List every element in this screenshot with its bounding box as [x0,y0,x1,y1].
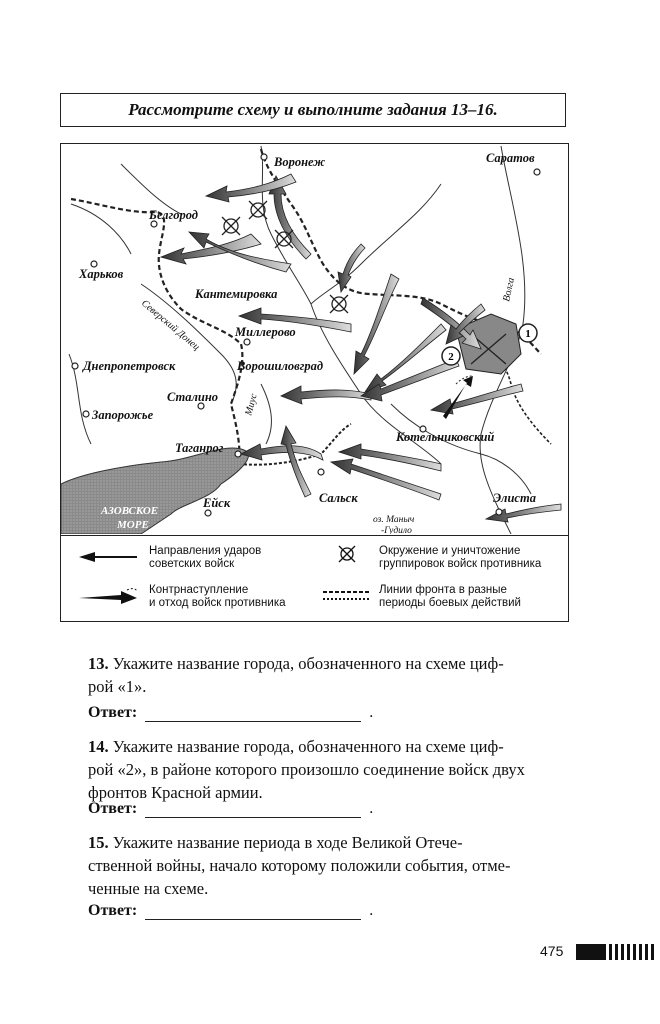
city-dnepropetrovsk: Днепропетровск [83,359,176,373]
question-15 [88,831,568,900]
sea-label-line2: МОРЕ [117,519,149,531]
city-kharkov: Харьков [79,267,124,281]
city-stalino: Сталино [167,390,219,404]
marker-2 [442,347,460,365]
city-voroshilovgrad: Ворошиловград [237,359,324,373]
city-voronezh: Воронеж [274,155,326,169]
page-number: 475 [540,943,564,959]
question-14-line3: фронтов Красной армии. [88,783,263,802]
map-legend [60,536,569,622]
city-kantemirovka: Кантемировка [195,287,278,301]
front-lines-icon [323,588,369,604]
sea-label-line1: АЗОВСКОЕ [101,505,159,517]
legend-front-lines: Линии фронта в разные периоды боевых действий [379,584,521,609]
counteroffensive-icon [77,586,139,606]
city-elista: Элиста [493,491,536,505]
question-13-line2: рой «1». [88,677,147,696]
answer-15: Ответ: . [88,902,374,919]
answer-14: Ответ: . [88,800,374,817]
city-kotelnikovsky: Котельниковский [396,430,495,444]
question-14-number: 14. [88,737,109,756]
city-salsk: Сальск [319,491,358,505]
page-edge-bar [576,944,658,960]
question-14-line1: Укажите название города, обозначенного на схеме циф- [112,737,504,756]
city-belgorod: Белгород [149,208,198,222]
task-header [60,93,566,127]
answer-14-label: Ответ: [88,800,138,817]
legend-encirclement: Окружение и уничтожение группировок войск противника [379,545,542,570]
task-header-title: Рассмотрите схему и выполните задания 13–16. [128,100,498,119]
legend-arrow-icon [77,550,139,564]
question-15-line3: ченные на схеме. [88,879,209,898]
river-seversky-donets: Северский Донец [139,297,202,353]
legend-soviet-strikes: Направления ударов советских войск [149,545,262,570]
enemy-counteroffensive-arrow [443,376,473,419]
answer-15-field[interactable] [145,905,361,920]
city-taganrog: Таганрог [175,441,224,455]
river-volga: Волга [501,276,517,303]
marker-1-label: 1 [525,328,531,340]
city-saratov: Саратов [486,151,535,165]
encirclement-icon [337,544,357,564]
question-13 [88,652,568,698]
azov-sea [61,448,248,534]
question-15-line1: Укажите название периода в ходе Великой Отече- [112,833,463,852]
question-14-line2: рой «2», в районе которого произошло соединение войск двух [88,760,525,779]
city-millerovo: Миллерово [235,325,296,339]
city-eysk: Ейск [203,496,231,510]
river-mius: Миус [243,392,260,417]
historical-map [60,143,569,536]
map-svg [61,144,567,534]
lake-label-line2: -Гудило [381,526,412,534]
answer-14-field[interactable] [145,803,361,818]
marker-2-label: 2 [448,351,454,363]
question-14 [88,735,568,804]
answer-13-label: Ответ: [88,704,138,721]
marker-1 [519,324,537,342]
answer-13: Ответ: . [88,704,374,721]
answer-13-field[interactable] [145,707,361,722]
answer-15-label: Ответ: [88,902,138,919]
lake-label-line1: оз. Маныч [373,515,415,525]
question-15-line2: ственной войны, начало которому положили события, отме- [88,856,511,875]
city-zaporozhye: Запорожье [92,408,154,422]
question-15-number: 15. [88,833,109,852]
lake-label [373,515,415,534]
question-13-number: 13. [88,654,109,673]
question-13-line1: Укажите название города, обозначенного на схеме циф- [112,654,504,673]
legend-counteroffensive: Контрнаступление и отход войск противника [149,584,286,609]
